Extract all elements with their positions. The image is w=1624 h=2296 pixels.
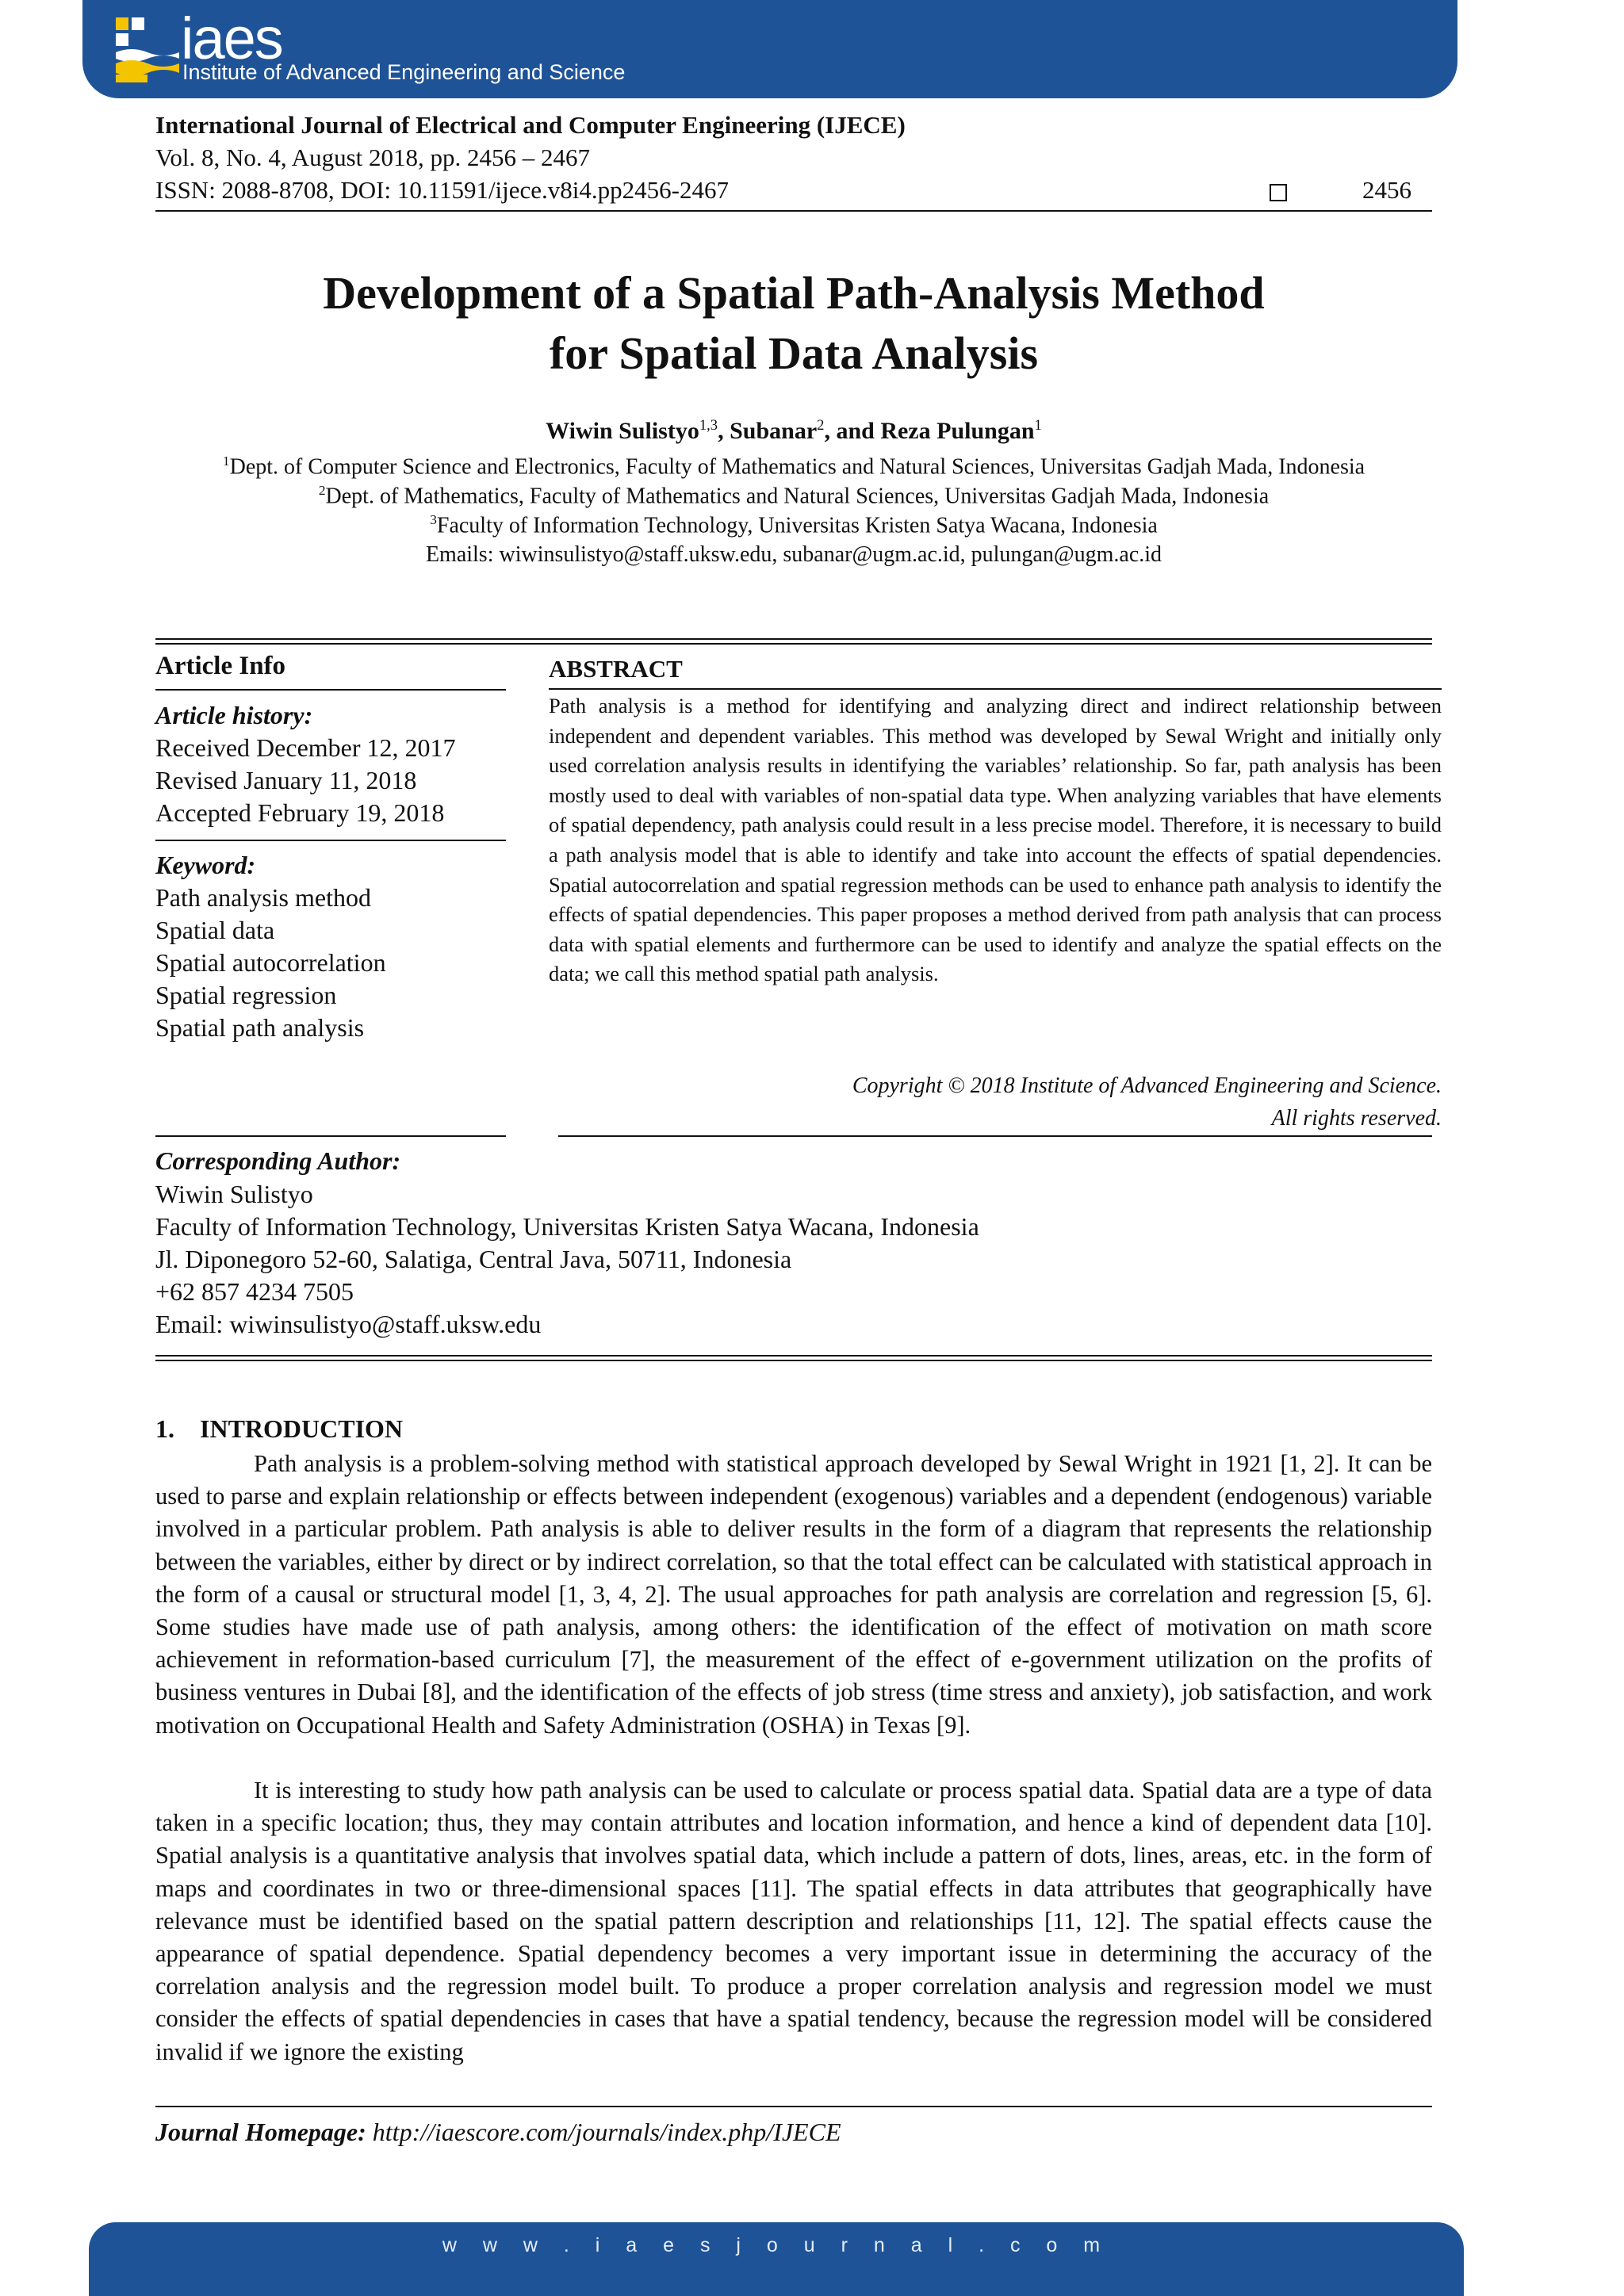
section-rule xyxy=(155,643,1432,645)
body-paragraph: It is interesting to study how path analysis can be used to calculate or process spatial data. Spatial data are a type of data taken in a specific location; thus, they may contain attributes and location information, and hence a kind of dependent data [10]. Spatial analysis is a quantitative analysis that involves spatial data, which include a pattern of dots, lines, areas, etc. in the form of maps and coordinates in two or three-dimensional spaces [11]. The spatial effects in data attributes that geographically have relevance must be identified based on the spatial pattern description and relationships [11, 12]. The spatial effects cause the appearance of spatial dependence. Spatial dependency becomes a very important issue in determining the accuracy of the correlation analysis and the regression model built. To produce a proper correlation analysis and regression model we must consider the effects of spatial dependencies in cases that have a spatial tendency, because the regression model will be considered invalid if we ignore the existing xyxy=(155,1777,1432,2065)
affiliation-sup: 2 xyxy=(318,483,326,498)
history-heading: Article history: xyxy=(155,701,313,729)
history-item: Received December 12, 2017 xyxy=(155,733,456,762)
corresponding-line: Wiwin Sulistyo xyxy=(155,1180,313,1208)
body-paragraph: Path analysis is a problem-solving method with statistical approach developed by Sewal Wright in 1921 [1, 2]. It can be used to parse and explain relationship or effects between independent (exogenous) variables and a dependent (endogenous) variable involved in a particular problem. Path analysis is able to deliver results in the form of a diagram that represents the relationship between the variables, either by direct or by indirect correlation, so that the total effect can be calculated with statistical approach in the form of a causal or structural model [1, 3, 4, 2]. The usual approaches for path analysis are correlation and regression [5, 6]. Some studies have made use of path analysis, among others: the identification of the effect of motivation on math score achievement in reformation-based curriculum [7], the measurement of the effect of e-government utilization on the profits of business ventures in Dubai [8], and the identification of the effects of job stress (time stress and anxiety), job satisfaction, and work motivation on Occupational Health and Safety Administration (OSHA) in Texas [9]. xyxy=(155,1450,1432,1739)
affiliation-text: Dept. of Computer Science and Electronics, Faculty of Mathematics and Natural Sciences, Universitas Gadjah Mada, Indonesia xyxy=(229,454,1365,480)
column-rule xyxy=(558,1135,1432,1137)
journal-homepage xyxy=(155,2118,841,2147)
site-url[interactable]: w w w . i a e s j o u r n a l . c o m xyxy=(442,2234,1111,2256)
corresponding-heading: Corresponding Author: xyxy=(155,1146,401,1175)
section-rule xyxy=(155,1355,1432,1357)
section-rule xyxy=(155,638,1432,640)
affiliation xyxy=(155,453,1432,480)
square-icon xyxy=(1270,184,1287,201)
logo-wordmark: iaes xyxy=(181,6,282,71)
affiliation-text: Dept. of Mathematics, Faculty of Mathematics and Natural Sciences, Universitas Gadjah Mada, Indonesia xyxy=(325,484,1270,509)
logo-subtitle: Institute of Advanced Engineering and Science xyxy=(182,60,626,84)
keyword-item: Spatial data xyxy=(155,916,275,944)
keyword-item: Path analysis method xyxy=(155,883,371,912)
author-emails: Emails: wiwinsulistyo@staff.uksw.edu, subanar@ugm.ac.id, pulungan@ugm.ac.id xyxy=(425,542,1162,567)
iaes-logo-icon xyxy=(116,17,182,84)
footer-rule xyxy=(155,2106,1432,2107)
author-name: Subanar xyxy=(730,418,818,444)
section-rule xyxy=(155,1360,1432,1361)
corresponding-line: Faculty of Information Technology, Universitas Kristen Satya Wacana, Indonesia xyxy=(155,1212,979,1241)
author-sup: 2 xyxy=(817,417,825,434)
header-rule xyxy=(155,210,1432,212)
author-separator: , and xyxy=(824,418,881,444)
corresponding-line: Jl. Diponegoro 52-60, Salatiga, Central Java, 50711, Indonesia xyxy=(155,1245,792,1273)
rights-notice: All rights reserved. xyxy=(1271,1106,1442,1131)
history-item: Revised January 11, 2018 xyxy=(155,766,417,794)
page-number: 2456 xyxy=(1362,176,1411,204)
footer-band xyxy=(89,2222,1464,2296)
author-name: Reza Pulungan xyxy=(880,418,1035,444)
column-rule xyxy=(549,688,1442,690)
homepage-label: Journal Homepage: xyxy=(155,2118,366,2146)
corresponding-line: Email: wiwinsulistyo@staff.uksw.edu xyxy=(155,1310,542,1338)
author-sup: 1 xyxy=(1034,417,1042,434)
column-rule xyxy=(155,840,506,841)
column-rule xyxy=(155,689,506,691)
abstract-body: Path analysis is a method for identifying and analyzing direct and indirect relationship between independent and dependent variables. This method was developed by Sewal Wright and initially only used correlation analysis results in identifying the variables’ relationship. So far, path analysis has been mostly used to deal with variables of non-spatial data type. When analyzing variables that have elements of spatial dependency, path analysis could result in a less precise model. Therefore, it is necessary to build a path analysis model that is able to identify and take into account the effects of spatial dependencies. Spatial autocorrelation and spatial regression methods can be used to enhance path analysis to identify the effects of spatial dependencies. This paper proposes a method derived from path analysis that can process data with spatial elements and furthermore can be used to identify and analyze the spatial effects on the data; we call this method spatial path analysis. xyxy=(549,694,1442,986)
column-rule xyxy=(155,1135,506,1137)
author-separator: , xyxy=(718,418,730,444)
keyword-heading: Keyword: xyxy=(155,851,256,879)
homepage-link[interactable]: http://iaescore.com/journals/index.php/IJECE xyxy=(366,2118,841,2146)
affiliation xyxy=(155,512,1432,538)
title-line-2: for Spatial Data Analysis xyxy=(549,327,1039,379)
affiliation xyxy=(155,483,1432,509)
history-item: Accepted February 19, 2018 xyxy=(155,798,445,827)
keyword-item: Spatial autocorrelation xyxy=(155,948,386,977)
keyword-item: Spatial path analysis xyxy=(155,1013,365,1042)
journal-issn: ISSN: 2088-8708, DOI: 10.11591/ijece.v8i4.pp2456-2467 xyxy=(155,176,729,204)
affiliation-text: Faculty of Information Technology, Universitas Kristen Satya Wacana, Indonesia xyxy=(436,513,1158,538)
article-info-heading: Article Info xyxy=(155,652,286,680)
paper-title xyxy=(155,263,1432,384)
section-heading: 1. INTRODUCTION xyxy=(155,1414,404,1443)
copyright-notice: Copyright © 2018 Institute of Advanced Engineering and Science. xyxy=(852,1073,1442,1098)
author-name: Wiwin Sulistyo xyxy=(546,418,699,444)
journal-volume: Vol. 8, No. 4, August 2018, pp. 2456 – 2467 xyxy=(155,144,590,171)
journal-name: International Journal of Electrical and Computer Engineering (IJECE) xyxy=(155,111,906,139)
affiliation-sup: 1 xyxy=(222,453,230,469)
title-line-1: Development of a Spatial Path-Analysis Method xyxy=(323,267,1265,319)
affiliation-sup: 3 xyxy=(430,512,437,527)
abstract-heading: ABSTRACT xyxy=(549,655,683,683)
keyword-item: Spatial regression xyxy=(155,981,337,1009)
corresponding-line: +62 857 4234 7505 xyxy=(155,1277,354,1306)
author-list xyxy=(155,417,1432,445)
author-sup: 1,3 xyxy=(699,417,718,434)
